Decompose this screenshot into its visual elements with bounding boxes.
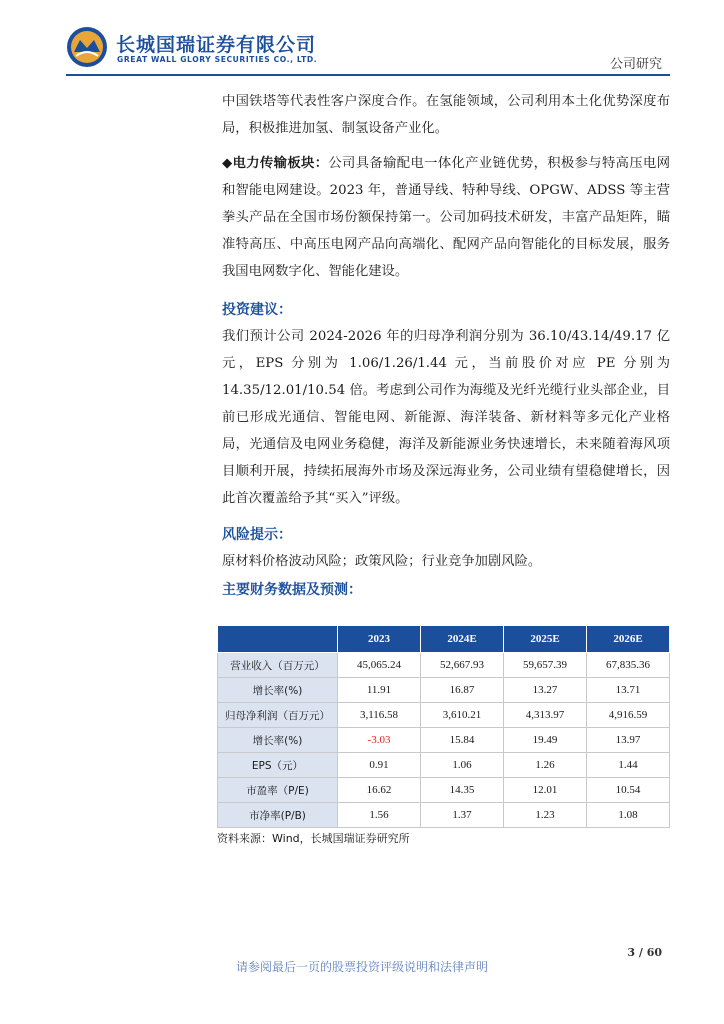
row-label: 增长率(%) [218,678,338,703]
table-cell: 13.27 [504,678,587,703]
table-cell: 4,313.97 [504,703,587,728]
table-cell: 1.06 [421,753,504,778]
table-cell: 67,835.36 [587,653,670,678]
table-cell: 1.08 [587,803,670,828]
table-row [218,653,670,678]
financial-table [217,625,670,828]
table-cell: 0.91 [338,753,421,778]
column-header: 2025E [504,626,587,653]
table-header-row [218,626,670,653]
legal-disclaimer-link[interactable]: 请参阅最后一页的股票投资评级说明和法律声明 [235,960,488,974]
brand-name-cn: 长城国瑞证券有限公司 [116,34,317,56]
table-cell: 12.01 [504,778,587,803]
great-wall-glory-logo-icon [66,26,108,68]
row-label: 营业收入（百万元） [218,653,338,678]
table-cell: 16.62 [338,778,421,803]
table-source: 资料来源：Wind，长城国瑞证券研究所 [217,832,410,845]
column-header: 2023 [338,626,421,653]
table-cell: 10.54 [587,778,670,803]
power-transmission-lead: ◆电力传输板块： [222,156,329,171]
table-cell: 1.26 [504,753,587,778]
table-cell: 11.91 [338,678,421,703]
table-cell: 4,916.59 [587,703,670,728]
column-header: 2024E [421,626,504,653]
report-content [222,88,670,603]
table-cell: 59,657.39 [504,653,587,678]
brand-name-en: GREAT WALL GLORY SECURITIES CO., LTD. [117,55,318,64]
row-label: 市盈率（P/E) [218,778,338,803]
row-label: 归母净利润（百万元） [218,703,338,728]
table-row [218,753,670,778]
table-row [218,728,670,753]
table-cell: 1.37 [421,803,504,828]
row-label: EPS（元） [218,753,338,778]
document-type: 公司研究 [609,57,662,72]
power-transmission-paragraph [222,150,670,285]
table-cell: 45,065.24 [338,653,421,678]
column-header: 2026E [587,626,670,653]
table-cell: 3,610.21 [421,703,504,728]
table-cell: 16.87 [421,678,504,703]
table-cell-negative: -3.03 [338,728,421,753]
table-corner [218,626,338,653]
table-row [218,678,670,703]
risk-title: 风险提示： [222,527,292,543]
table-cell: 1.23 [504,803,587,828]
financial-table-title: 主要财务数据及预测： [222,582,362,598]
table-cell: 13.71 [587,678,670,703]
row-label: 增长率(%) [218,728,338,753]
header-divider [66,74,670,76]
row-label: 市净率(P/B) [218,803,338,828]
table-row [218,778,670,803]
table-cell: 1.56 [338,803,421,828]
investment-advice-title: 投资建议： [222,302,292,318]
page-number: 3 / 60 [627,946,662,959]
financial-table-wrap [217,625,670,846]
page-header [0,0,724,78]
table-cell: 3,116.58 [338,703,421,728]
risk-text: 原材料价格波动风险；政策风险；行业竞争加剧风险。 [222,554,542,569]
table-cell: 19.49 [504,728,587,753]
table-cell: 13.97 [587,728,670,753]
power-transmission-text: 公司具备输配电一体化产业链优势，积极参与特高压电网和智能电网建设。2023 年，普通导线、特种导线、OPGW、ADSS 等主营拳头产品在全国市场份额保持第一。公司加码技术研发，丰富产品矩阵，瞄准特高压、中高压电网产品向高端化、配网产品向智能化的目标发展，服务我国电网数字化、智能化建设。 [222,156,670,279]
investment-advice-text: 我们预计公司 2024-2026 年的归母净利润分别为 36.10/43.14/49.17 亿元，EPS 分别为 1.06/1.26/1.44 元，当前股价对应 PE 分别为 14.35/12.01/10.54 倍。考虑到公司作为海缆及光纤光缆行业头部企业，目前已形成光通信、智能电网、新能源、海洋装备、新材料等多元化产业格局，光通信及电网业务稳健，海洋及新能源业务快速增长，未来随着海风项目顺利开展，持续拓展海外市场及深远海业务，公司业绩有望稳健增长，因此首次覆盖给予其“买入”评级。 [222,329,670,506]
table-row [218,703,670,728]
table-cell: 14.35 [421,778,504,803]
table-row [218,803,670,828]
table-cell: 1.44 [587,753,670,778]
hydrogen-paragraph: 中国铁塔等代表性客户深度合作。在氢能领域，公司利用本土化优势深度布局，积极推进加氢、制氢设备产业化。 [222,94,670,136]
table-cell: 15.84 [421,728,504,753]
table-cell: 52,667.93 [421,653,504,678]
